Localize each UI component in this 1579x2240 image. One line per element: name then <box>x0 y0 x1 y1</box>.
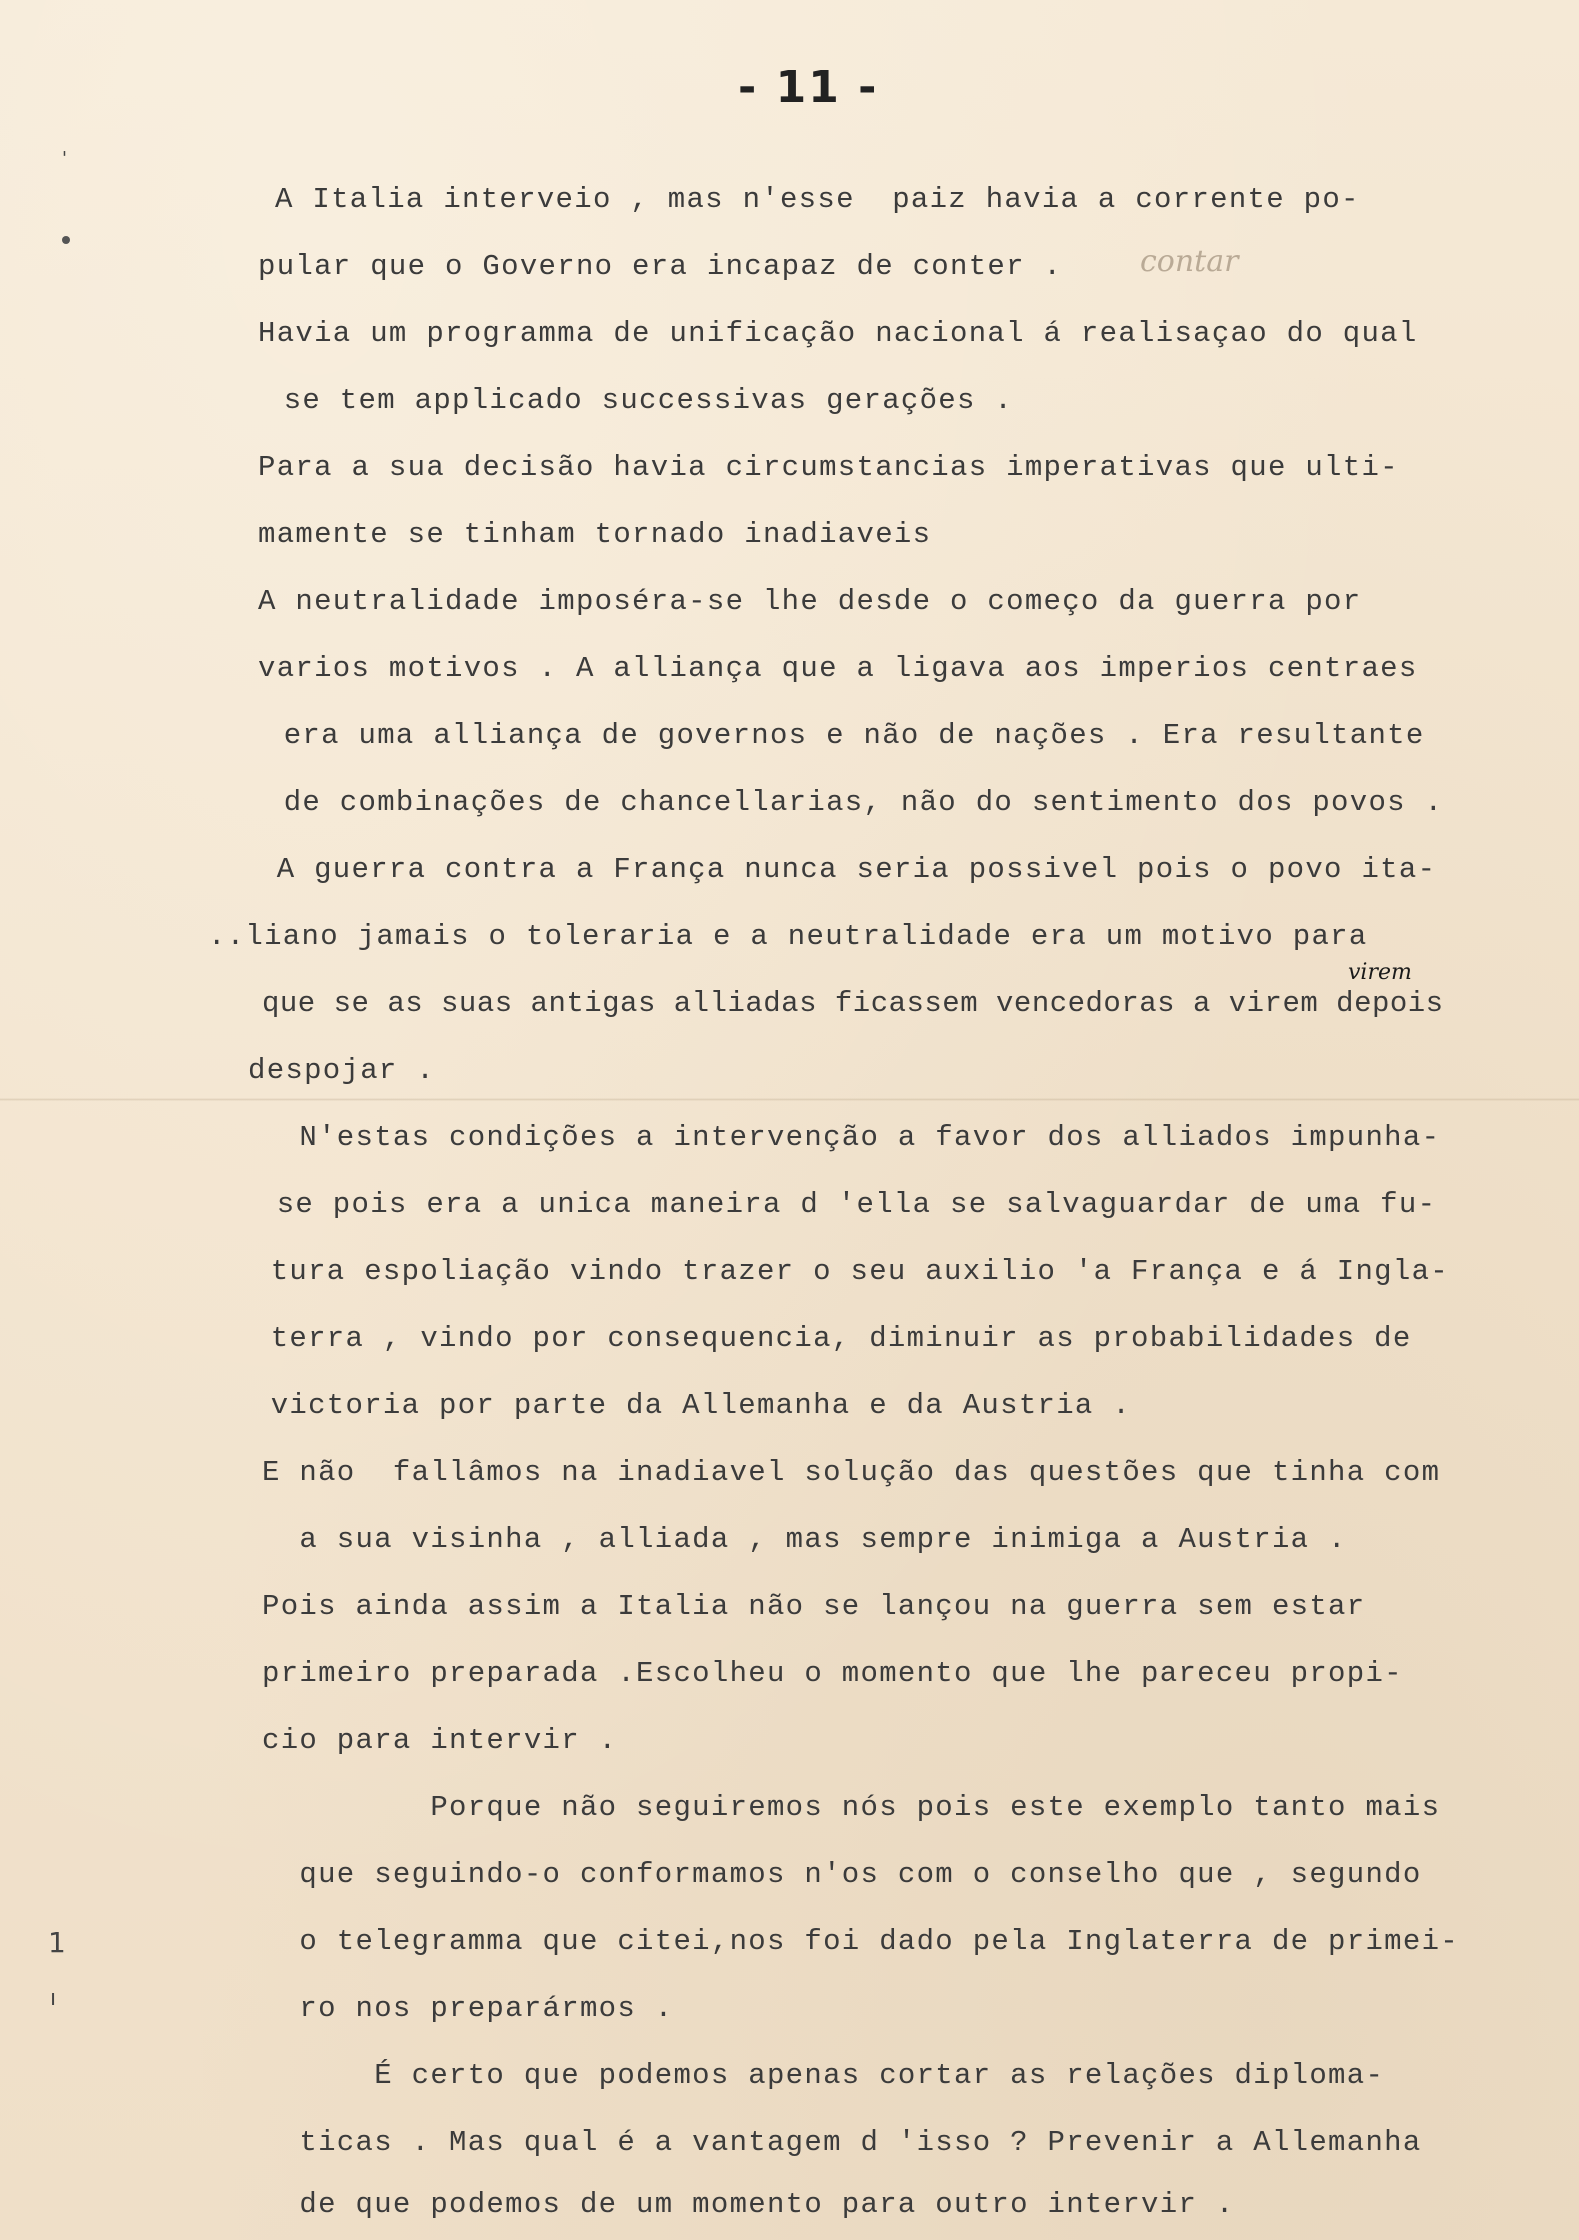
page-number: - 11 - <box>738 62 879 113</box>
paper-fold <box>0 1098 1579 1101</box>
margin-dot <box>62 236 70 244</box>
text-line: E não fallâmos na inadiavel solução das questões que tinha com <box>262 1456 1441 1489</box>
text-line: Porque não seguiremos nós pois este exemplo tanto mais <box>262 1791 1441 1824</box>
text-line: A Italia interveio , mas n'esse paiz havia a corrente po- <box>275 183 1360 216</box>
margin-mark: 1 <box>48 1926 66 1959</box>
text-line: primeiro preparada .Escolheu o momento que lhe pareceu propi- <box>262 1657 1403 1690</box>
text-line: que se as suas antigas alliadas ficassem vencedoras a virem depois <box>262 987 1444 1020</box>
handwritten-note: contar <box>1140 244 1239 279</box>
margin-mark: ' <box>62 148 67 169</box>
text-line: victoria por parte da Allemanha e da Austria . <box>252 1389 1132 1422</box>
text-line: Pois ainda assim a Italia não se lançou na guerra sem estar <box>262 1590 1366 1623</box>
text-line: que seguindo-o conformamos n'os com o conselho que , segundo <box>262 1858 1422 1891</box>
text-line: a sua visinha , alliada , mas sempre inimiga a Austria . <box>262 1523 1347 1556</box>
text-line: ..liano jamais o toleraria e a neutralidade era um motivo para <box>208 920 1368 953</box>
handwritten-correction: virem <box>1348 960 1412 985</box>
text-line: se pois era a unica maneira d 'ella se salvaguardar de uma fu- <box>258 1188 1437 1221</box>
text-line: ticas . Mas qual é a vantagem d 'isso ? Prevenir a Allemanha <box>262 2126 1422 2159</box>
text-line: Havia um programma de unificação nacional á realisaçao do qual <box>258 317 1418 350</box>
text-line: de combinações de chancellarias, não do sentimento dos povos . <box>265 786 1444 819</box>
text-line: cio para intervir . <box>262 1724 618 1757</box>
text-line: N'estas condições a intervenção a favor dos alliados impunha- <box>262 1121 1441 1154</box>
text-line: de que podemos de um momento para outro intervir . <box>262 2188 1235 2221</box>
text-line: A guerra contra a França nunca seria possivel pois o povo ita- <box>258 853 1437 886</box>
text-line: varios motivos . A alliança que a ligava aos imperios centraes <box>258 652 1418 685</box>
text-line: se tem applicado successivas gerações . <box>265 384 1014 417</box>
text-line: É certo que podemos apenas cortar as relações diploma- <box>262 2059 1385 2092</box>
text-line: A neutralidade imposéra-se lhe desde o começo da guerra por <box>258 585 1362 618</box>
text-line: despojar . <box>248 1054 436 1087</box>
text-line: Para a sua decisão havia circumstancias imperativas que ulti- <box>258 451 1399 484</box>
margin-mark: ı <box>50 1986 57 2011</box>
text-line: o telegramma que citei,nos foi dado pela Inglaterra de primei- <box>262 1925 1459 1958</box>
text-line: ro nos preparármos . <box>262 1992 674 2025</box>
text-line: terra , vindo por consequencia, diminuir as probabilidades de <box>252 1322 1412 1355</box>
text-line: pular que o Governo era incapaz de conter . <box>258 250 1063 283</box>
text-line: mamente se tinham tornado inadiaveis <box>258 518 932 551</box>
text-line: era uma alliança de governos e não de nações . Era resultante <box>265 719 1425 752</box>
text-line: tura espoliação vindo trazer o seu auxilio 'a França e á Ingla- <box>252 1255 1449 1288</box>
